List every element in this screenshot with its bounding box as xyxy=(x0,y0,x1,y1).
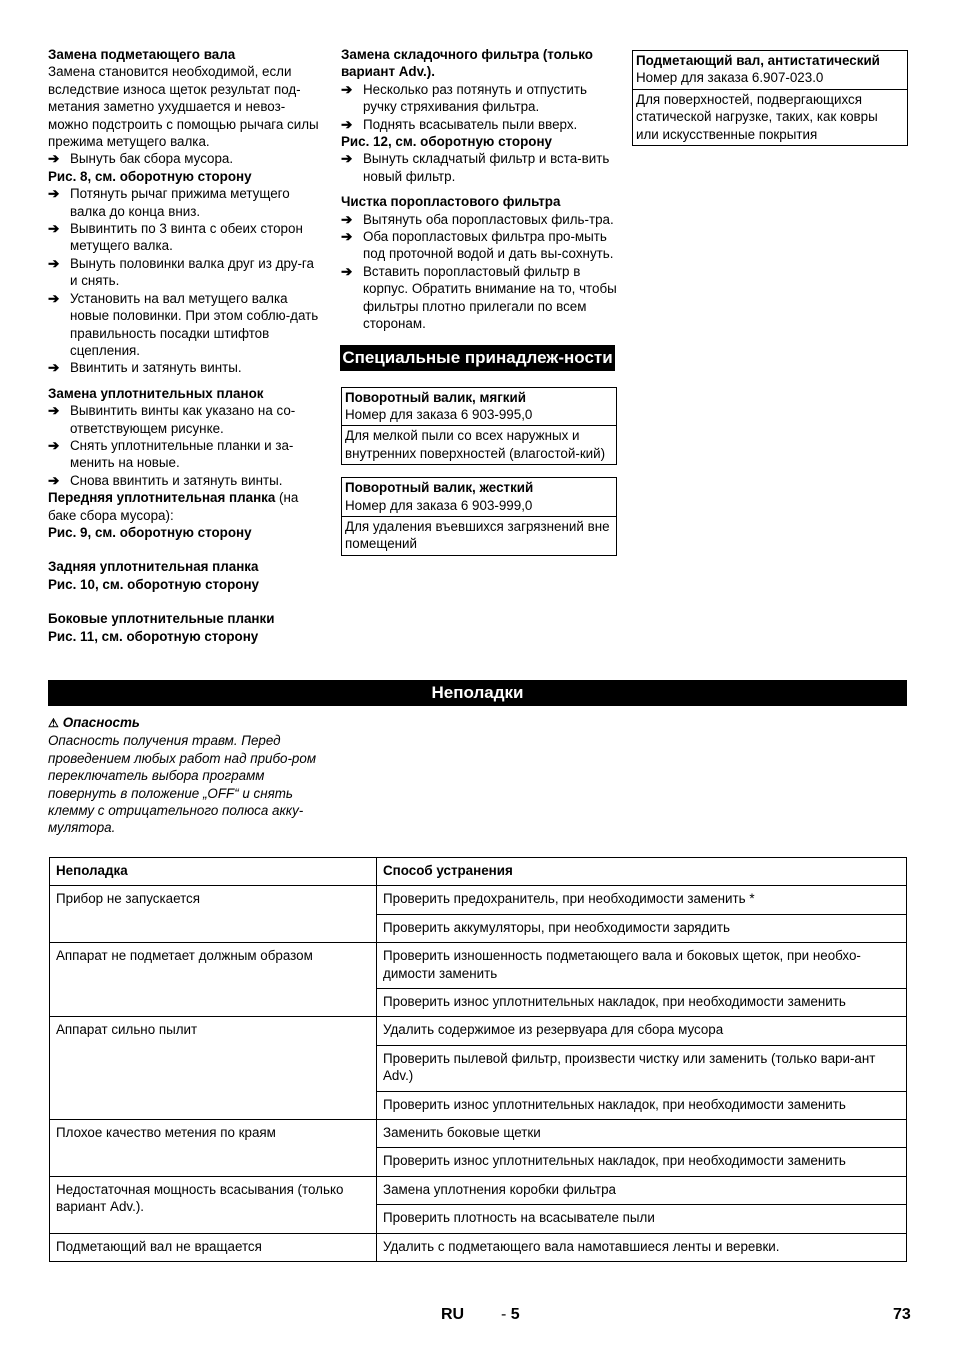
remedy-cell: Проверить изношенность подметающего вала и боковых щеток, при необхо-димости заменить xyxy=(377,943,907,989)
roller-title: Замена подметающего вала xyxy=(48,47,236,62)
remedy-cell: Замена уплотнения коробки фильтра xyxy=(377,1176,907,1204)
step-item: ➔ Несколько раз потянуть и отпустить ручку стряхивания фильтра. xyxy=(341,81,587,115)
side-seal: Боковые уплотнительные планки xyxy=(48,611,275,627)
accessory-description: Для поверхностей, подвергающихся статической нагрузке, таких, как ковры или искусственные покрытия xyxy=(633,89,907,145)
arrow-right-icon: ➔ xyxy=(48,437,60,453)
column-left xyxy=(48,46,324,645)
column-header: Способ устранения xyxy=(377,858,907,886)
column-right xyxy=(632,50,908,146)
accessory-box xyxy=(632,50,908,146)
remedy-cell: Проверить пылевой фильтр, произвести чистку или заменить (только вари-ант Adv.) xyxy=(377,1045,907,1091)
step-item: ➔ Вынуть складчатый фильтр и вста-вить новый фильтр. xyxy=(341,151,610,184)
arrow-right-icon: ➔ xyxy=(48,151,60,167)
fold-filter-title: Замена складочного фильтра (только вариант Adv.). xyxy=(341,47,593,80)
order-number: Номер для заказа 6.907-023.0 xyxy=(636,70,824,86)
roller-text: Замена становится необходимой, если вследствие износа щеток результат под-метания заметно ухудшается и невоз-можно подстроить с помощью рычага силы прежима метущего валка. xyxy=(48,64,319,150)
table-row xyxy=(50,1233,907,1261)
arrow-right-icon: ➔ xyxy=(48,290,60,306)
step-item: ➔ Поднять всасыватель пыли вверх. xyxy=(341,116,578,132)
fault-cell: Плохое качество метения по краям xyxy=(50,1120,377,1177)
remedy-cell: Проверить износ уплотнительных накладок, при необходимости заменить xyxy=(377,1091,907,1119)
accessory-box xyxy=(341,477,617,556)
danger-notice xyxy=(48,714,328,837)
arrow-right-icon: ➔ xyxy=(48,186,60,202)
footer-language: RU xyxy=(441,1306,465,1323)
table-header-row xyxy=(50,858,907,886)
figure-ref: Рис. 10, см. оборотную сторону xyxy=(48,576,259,592)
section-header-faults: Неполадки xyxy=(48,680,907,706)
arrow-right-icon: ➔ xyxy=(341,211,353,227)
step-item: ➔ Потянуть рычаг прижима метущего валка до конца вниз. xyxy=(48,186,290,219)
accessory-title: Подметающий вал, антистатический xyxy=(636,53,880,68)
section-header-accessories: Специальные принадлеж-ности xyxy=(340,345,615,371)
danger-title: ⚠ Опасность xyxy=(48,715,140,730)
step-item: ➔ Снова ввинтить и затянуть винты. xyxy=(48,472,283,488)
step-item: ➔ Вынуть бак сбора мусора. xyxy=(48,151,234,167)
accessory-description: Для мелкой пыли со всех наружных и внутренних поверхностей (влагостой-кий) xyxy=(342,425,616,464)
accessory-title: Поворотный валик, мягкий xyxy=(345,389,526,405)
table-row xyxy=(50,1176,907,1204)
fault-cell: Подметающий вал не вращается xyxy=(50,1233,377,1261)
accessory-title: Поворотный валик, жесткий xyxy=(345,480,534,496)
rear-seal: Задняя уплотнительная планка xyxy=(48,559,259,575)
step-item: ➔ Снять уплотнительные планки и за-менить на новые. xyxy=(48,437,294,471)
order-number: Номер для заказа 6 903-999,0 xyxy=(345,497,533,513)
arrow-right-icon: ➔ xyxy=(48,403,60,419)
remedy-cell: Проверить износ уплотнительных накладок, при необходимости заменить xyxy=(377,989,907,1017)
step-item: ➔ Вывинтить по 3 винта с обеих сторон метущего валка. xyxy=(48,221,303,254)
step-item: ➔ Оба поропластовых фильтра про-мыть под проточной водой и дать вы-сохнуть. xyxy=(341,229,614,262)
figure-ref: Рис. 11, см. оборотную сторону xyxy=(48,628,259,644)
remedy-cell: Проверить износ уплотнительных накладок, при необходимости заменить xyxy=(377,1148,907,1176)
front-seal: Передняя уплотнительная планка (на баке сбора мусора): xyxy=(48,490,299,523)
fault-cell: Недостаточная мощность всасывания (только вариант Adv.). xyxy=(50,1176,377,1233)
step-item: ➔ Ввинтить и затянуть винты. xyxy=(48,360,242,376)
remedy-cell: Проверить аккумуляторы, при необходимости зарядить xyxy=(377,914,907,942)
footer-section: - 5 xyxy=(501,1306,520,1323)
remedy-cell: Заменить боковые щетки xyxy=(377,1120,907,1148)
warning-triangle-icon: ⚠ xyxy=(48,716,59,730)
step-item: ➔ Вынуть половинки валка друг из дру-га и снять. xyxy=(48,255,314,289)
seal-title: Замена уплотнительных планок xyxy=(48,385,264,401)
arrow-right-icon: ➔ xyxy=(48,472,60,488)
fault-cell: Прибор не запускается xyxy=(50,886,377,943)
remedy-cell: Удалить содержимое из резервуара для сбора мусора xyxy=(377,1017,907,1045)
arrow-right-icon: ➔ xyxy=(341,151,353,167)
figure-ref: Рис. 8, см. оборотную сторону xyxy=(48,168,252,184)
table-row xyxy=(50,1120,907,1148)
arrow-right-icon: ➔ xyxy=(48,255,60,271)
step-item: ➔ Вставить поропластовый фильтр в корпус. Обратить внимание на то, чтобы фильтры плотно прилегали по всем сторонам. xyxy=(341,263,617,332)
figure-ref: Рис. 9, см. оборотную сторону xyxy=(48,524,252,540)
remedy-cell: Проверить предохранитель, при необходимости заменить * xyxy=(377,886,907,914)
step-item: ➔ Вытянуть оба поропластовых филь-тра. xyxy=(341,211,614,227)
remedy-cell: Удалить с подметающего вала намотавшиеся ленты и веревки. xyxy=(377,1233,907,1261)
figure-ref: Рис. 12, см. оборотную сторону xyxy=(341,134,552,150)
arrow-right-icon: ➔ xyxy=(341,81,353,97)
order-number: Номер для заказа 6 903-995,0 xyxy=(345,406,533,422)
fault-cell: Аппарат сильно пылит xyxy=(50,1017,377,1120)
accessory-description: Для удаления въевшихся загрязнений вне помещений xyxy=(342,516,616,555)
table-row xyxy=(50,886,907,914)
arrow-right-icon: ➔ xyxy=(341,116,353,132)
fault-table xyxy=(49,857,907,1262)
table-row xyxy=(50,943,907,989)
step-item: ➔ Вывинтить винты как указано на со-ответствующем рисунке. xyxy=(48,403,296,436)
accessory-box xyxy=(341,387,617,466)
column-middle xyxy=(341,46,617,556)
column-header: Неполадка xyxy=(50,858,377,886)
arrow-right-icon: ➔ xyxy=(341,263,353,279)
table-row xyxy=(50,1017,907,1045)
remedy-cell: Проверить плотность на всасывателе пыли xyxy=(377,1205,907,1233)
step-item: ➔ Установить на вал метущего валка новые половинки. При этом соблю-дать правильность посадки штифтов сцепления. xyxy=(48,290,319,358)
foam-filter-title: Чистка поропластового фильтра xyxy=(341,194,561,210)
arrow-right-icon: ➔ xyxy=(48,360,60,376)
arrow-right-icon: ➔ xyxy=(48,221,60,237)
fault-cell: Аппарат не подметает должным образом xyxy=(50,943,377,1017)
arrow-right-icon: ➔ xyxy=(341,229,353,245)
page-number: 73 xyxy=(893,1306,911,1323)
danger-text: Опасность получения травм. Перед проведением любых работ над прибо-ром переключатель выбора программ повернуть в положение „OFF“ и снять клемму с отрицательного полюса акку-мулятора. xyxy=(48,733,317,836)
